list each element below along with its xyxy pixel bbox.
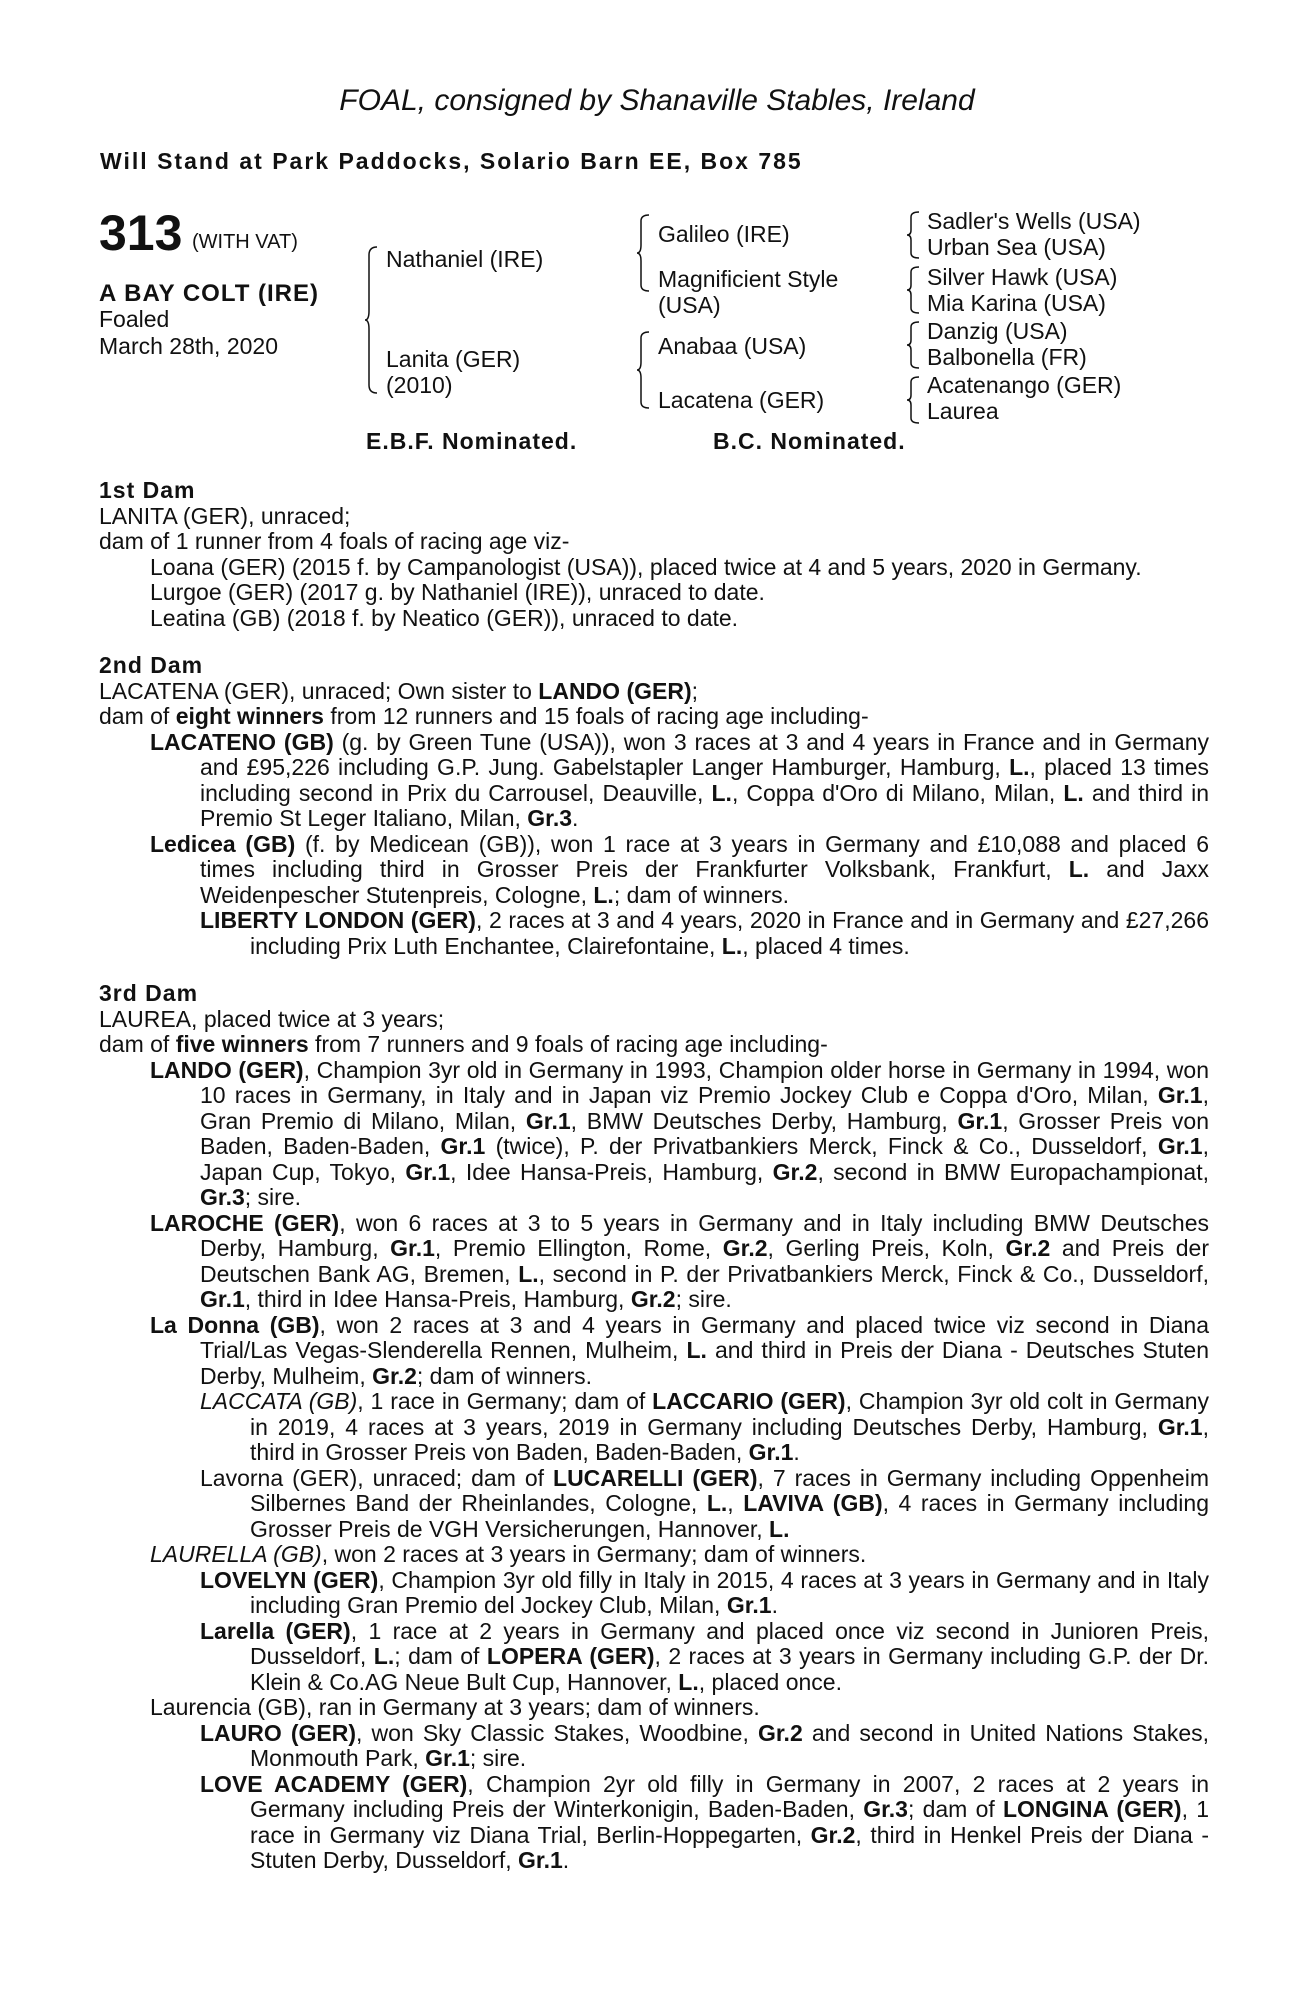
first-dam-produce-line: dam of 1 runner from 4 foals of racing age viz- — [99, 528, 570, 554]
catalogue-body — [99, 478, 1209, 1874]
pedigree-dam-sire: Anabaa (USA) — [658, 333, 807, 359]
pedigree-dam-dam: Lacatena (GER) — [658, 387, 825, 413]
pedigree-ssd: Urban Sea (USA) — [927, 234, 1106, 260]
pedigree-bracket-4 — [907, 375, 921, 425]
produce-lando: LANDO (GER), Champion 3yr old in Germany in 1993, Champion older horse in Germany in 1994, won 10 races in Germany, in Italy and in Japan viz Premio Jockey Club e Coppa d'Oro, Milan, Gr.1, Gran Premio di Milano, Milan, Gr.1, BMW Deutsches Derby, Hamburg, Gr.1, Grosser Preis von Baden, Baden-Baden, Gr.1 (twice), P. der Privatbankiers Merck, Finck & Co., Dusseldorf, Gr.1, Japan Cup, Tokyo, Gr.1, Idee Hansa-Preis, Hamburg, Gr.2, second in BMW Europachampionat, Gr.3; sire. — [150, 1056, 1209, 1210]
produce-laccata: LACCATA (GB), 1 race in Germany; dam of LACCARIO (GER), Champion 3yr old colt in Germany in 2019, 4 races at 3 years, 2019 in Germany including Deutsches Derby, Hamburg, Gr.1, third in Grosser Preis von Baden, Baden-Baden, Gr.1. — [200, 1388, 1209, 1465]
produce-lavorna: Lavorna (GER), unraced; dam of LUCARELLI (GER), 7 races in Germany including Oppenheim Silbernes Band der Rheinlandes, Cologne, L., LAVIVA (GB), 4 races in Germany including Grosser Preis de VGH Versicherungen, Hannover, L. — [200, 1464, 1209, 1542]
pedigree-dds: Acatenango (GER) — [927, 372, 1122, 398]
second-dam-produce-line: dam of eight winners from 12 runners and 15 foals of racing age including- — [99, 703, 869, 729]
produce-larella: Larella (GER), 1 race at 2 years in Germany and placed once viz second in Junioren Preis, Dusseldorf, L.; dam of LOPERA (GER), 2 races at 3 years in Germany including G.P. der Dr. Klein & Co.AG Neue Bult Cup, Hannover, L., placed once. — [200, 1617, 1209, 1695]
pedigree-sdd: Mia Karina (USA) — [927, 290, 1106, 316]
pedigree-dsd: Balbonella (FR) — [927, 344, 1087, 370]
foaled-date: March 28th, 2020 — [99, 333, 279, 359]
pedigree-dam: Lanita (GER) — [386, 346, 521, 372]
stand-location: Will Stand at Park Paddocks, Solario Barn EE, Box 785 — [100, 148, 803, 174]
produce-laroche: LAROCHE (GER), won 6 races at 3 to 5 years in Germany and in Italy including BMW Deutsches Derby, Hamburg, Gr.1, Premio Ellington, Rome, Gr.2, Gerling Preis, Koln, Gr.2 and Preis der Deutschen Bank AG, Bremen, L., second in P. der Privatbankiers Merck, Finck & Co., Dusseldorf, Gr.1, third in Idee Hansa-Preis, Hamburg, Gr.2; sire. — [150, 1209, 1209, 1312]
pedigree-dss: Danzig (USA) — [927, 318, 1068, 344]
produce-love-academy: LOVE ACADEMY (GER), Champion 2yr old filly in Germany in 2007, 2 races at 2 years in Germany including Preis der Winterkonigin, Baden-Baden, Gr.3; dam of LONGINA (GER), 1 race in Germany viz Diana Trial, Berlin-Hoppegarten, Gr.2, third in Henkel Preis der Diana - Stuten Derby, Dusseldorf, Gr.1. — [200, 1770, 1209, 1873]
produce-lovelyn: LOVELYN (GER), Champion 3yr old filly in Italy in 2015, 4 races at 3 years in Germany and in Italy including Gran Premio del Jockey Club, Milan, Gr.1. — [200, 1566, 1209, 1618]
lot-number: 313 — [99, 205, 183, 261]
pedigree-dam-year: (2010) — [386, 372, 453, 398]
pedigree-bracket-dam-parents — [637, 330, 651, 410]
pedigree-sss: Sadler's Wells (USA) — [927, 208, 1141, 234]
pedigree-bracket-1 — [907, 210, 921, 260]
first-dam-line: LANITA (GER), unraced; — [99, 502, 351, 529]
ebf-nominated: E.B.F. Nominated. — [366, 428, 578, 454]
produce-lurgoe: Lurgoe (GER) (2017 g. by Nathaniel (IRE)), unraced to date. — [150, 579, 765, 605]
pedigree-sire-dam: Magnificient Style — [658, 266, 839, 292]
foaled-label: Foaled — [99, 306, 170, 332]
third-dam-produce-line: dam of five winners from 7 runners and 9 foals of racing age including- — [99, 1031, 828, 1057]
second-dam-heading: 2nd Dam — [99, 652, 204, 678]
pedigree-sds: Silver Hawk (USA) — [927, 264, 1118, 290]
pedigree-bracket-2 — [907, 265, 921, 315]
pedigree-sire-dam-country: (USA) — [658, 292, 721, 318]
pedigree-sire-sire: Galileo (IRE) — [658, 221, 790, 247]
pedigree-ddd: Laurea — [927, 398, 999, 424]
produce-ledicea: Ledicea (GB) (f. by Medicean (GB)), won 1 race at 3 years in Germany and £10,088 and placed 6 times including third in Grosser Preis der Frankfurter Volksbank, Frankfurt, L. and Jaxx Weidenpescher Stutenpreis, Cologne, L.; dam of winners. — [150, 830, 1209, 908]
bc-nominated: B.C. Nominated. — [713, 428, 906, 454]
third-dam-line: LAUREA, placed twice at 3 years; — [99, 1005, 445, 1032]
pedigree-bracket-3 — [907, 320, 921, 370]
produce-laurella: LAURELLA (GB), won 2 races at 3 years in Germany; dam of winners. — [150, 1541, 867, 1567]
produce-laurencia: Laurencia (GB), ran in Germany at 3 years; dam of winners. — [150, 1694, 760, 1720]
produce-lauro: LAURO (GER), won Sky Classic Stakes, Woodbine, Gr.2 and second in United Nations Stakes, Monmouth Park, Gr.1; sire. — [200, 1719, 1209, 1771]
pedigree-sire: Nathaniel (IRE) — [386, 246, 544, 272]
vat-note: (WITH VAT) — [192, 231, 298, 253]
first-dam-heading: 1st Dam — [99, 477, 196, 503]
pedigree-bracket-sire-parents — [637, 213, 651, 293]
produce-leatina: Leatina (GB) (2018 f. by Neatico (GER)), unraced to date. — [150, 604, 739, 631]
horse-name: A BAY COLT (IRE) — [99, 280, 320, 307]
produce-loana: Loana (GER) (2015 f. by Campanologist (USA)), placed twice at 4 and 5 years, 2020 in Germany. — [150, 553, 1142, 580]
produce-la-donna: La Donna (GB), won 2 races at 3 and 4 years in Germany and placed twice viz second in Diana Trial/Las Vegas-Slenderella Rennen, Mulheim, L. and third in Preis der Diana - Deutsches Stuten Derby, Mulheim, Gr.2; dam of winners. — [150, 1311, 1209, 1389]
third-dam-heading: 3rd Dam — [99, 980, 199, 1006]
consignment-title: FOAL, consigned by Shanaville Stables, Ireland — [339, 84, 975, 117]
second-dam-line: LACATENA (GER), unraced; Own sister to LANDO (GER); — [99, 677, 698, 704]
produce-liberty-london: LIBERTY LONDON (GER), 2 races at 3 and 4 years, 2020 in France and in Germany and £27,266 including Prix Luth Enchantee, Clairefontaine, L., placed 4 times. — [200, 907, 1209, 959]
produce-lacateno: LACATENO (GB) (g. by Green Tune (USA)), won 3 races at 3 and 4 years in France and in Germany and £95,226 including G.P. Jung. Gabelstapler Langer Hamburger, Hamburg, L., placed 13 times including second in Prix du Carrousel, Deauville, L., Coppa d'Oro di Milano, Milan, L. and third in Premio St Leger Italiano, Milan, Gr.3. — [150, 728, 1210, 831]
pedigree-bracket-sire-dam — [365, 245, 379, 395]
